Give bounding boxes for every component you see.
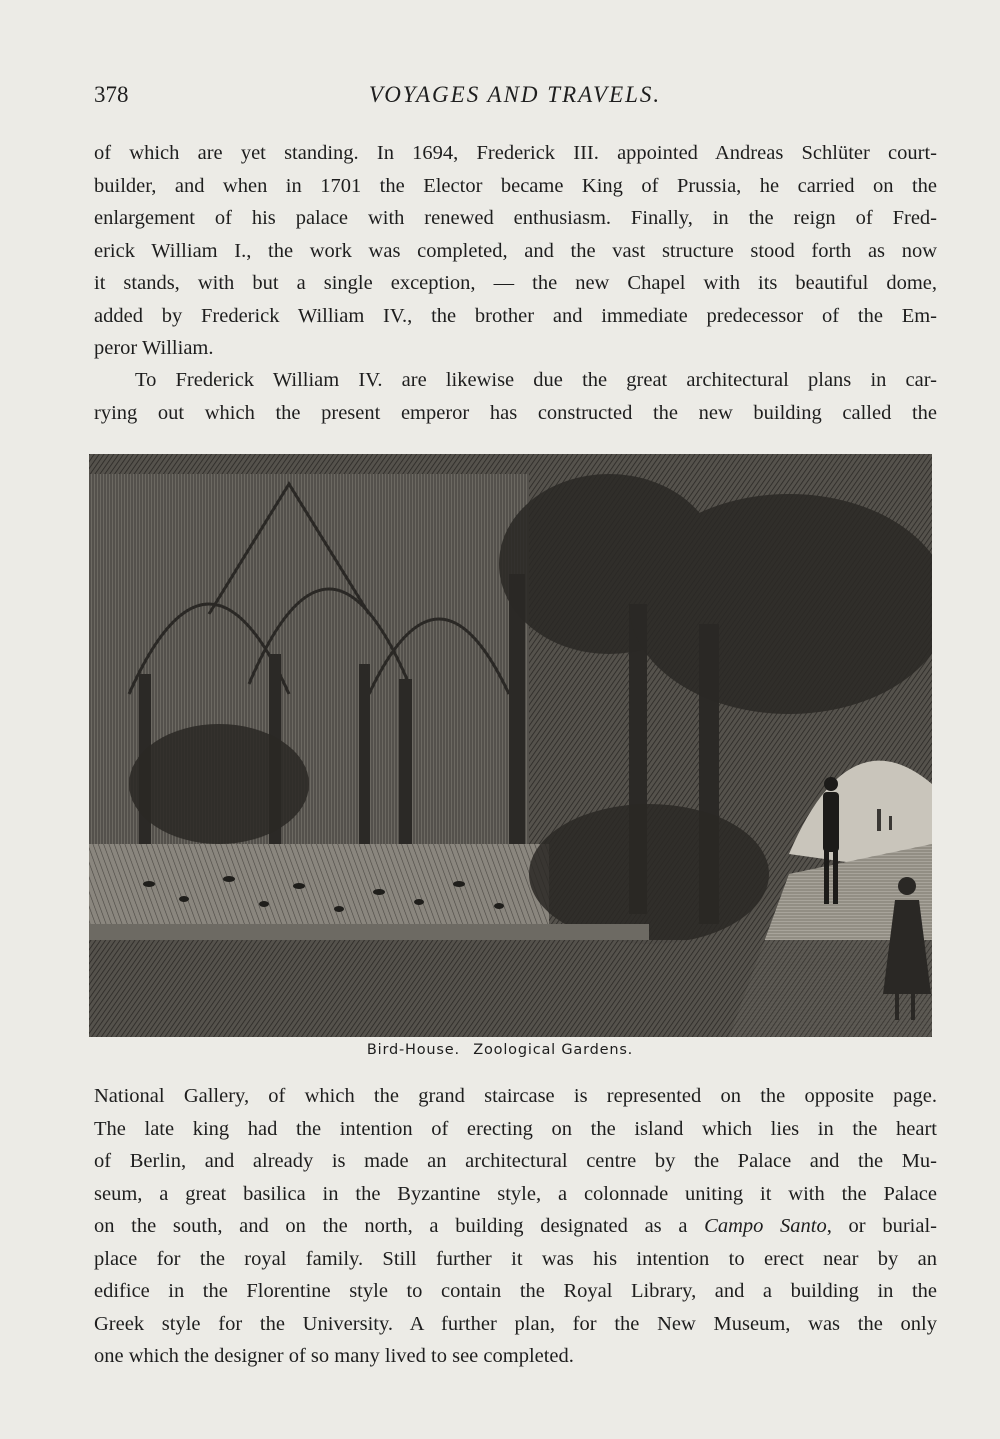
text-segment: on the south, and on the north, a building designated as a bbox=[94, 1215, 705, 1237]
text-line-with-italic bbox=[94, 1210, 937, 1243]
text-line: peror William. bbox=[94, 337, 214, 359]
figure-caption bbox=[0, 1042, 1000, 1058]
text-line: builder, and when in 1701 the Elector became King of Prussia, he carried on the bbox=[94, 174, 937, 197]
text-line: The late king had the intention of erecting on the island which lies in the heart bbox=[94, 1117, 937, 1140]
italic-phrase: Campo Santo bbox=[704, 1215, 827, 1237]
text-line: it stands, with but a single exception, — the new Chapel with its beautiful dome, bbox=[94, 272, 937, 294]
text-line: edifice in the Florentine style to contain the Royal Library, and a building in the bbox=[94, 1280, 937, 1302]
caption-location: Zoological Gardens. bbox=[473, 1042, 634, 1058]
text-line: added by Frederick William IV., the brother and immediate predecessor of the Em- bbox=[94, 304, 937, 327]
text-line: one which the designer of so many lived to see completed. bbox=[94, 1345, 574, 1367]
running-title: VOYAGES AND TRAVELS. bbox=[368, 82, 662, 107]
text-segment: , or burial- bbox=[826, 1215, 937, 1237]
paragraph-1 bbox=[94, 137, 937, 365]
paragraph-3 bbox=[94, 1080, 937, 1373]
text-line: Greek style for the University. A further plan, for the New Museum, was the only bbox=[94, 1312, 937, 1335]
text-line: seum, a great basilica in the Byzantine style, a colonnade uniting it with the Palace bbox=[94, 1182, 937, 1205]
text-line: rying out which the present emperor has constructed the new building called the bbox=[94, 401, 937, 424]
text-line: To Frederick William IV. are likewise due the great architectural plans in car- bbox=[135, 369, 937, 391]
text-line: place for the royal family. Still further it was his intention to erect near by an bbox=[94, 1247, 937, 1270]
page-header bbox=[94, 82, 936, 118]
engraving-illustration bbox=[89, 454, 932, 1037]
paragraph-2 bbox=[94, 364, 937, 429]
text-line: enlargement of his palace with renewed enthusiasm. Finally, in the reign of Fred- bbox=[94, 207, 937, 229]
text-line: of Berlin, and already is made an architectural centre by the Palace and the Mu- bbox=[94, 1150, 937, 1172]
text-line: erick William I., the work was completed, and the vast structure stood forth as now bbox=[94, 239, 937, 262]
text-line: National Gallery, of which the grand staircase is represented on the opposite page. bbox=[94, 1085, 937, 1107]
caption-subject: Bird-House. bbox=[366, 1042, 460, 1058]
page-number: 378 bbox=[94, 82, 129, 107]
text-line: of which are yet standing. In 1694, Frederick III. appointed Andreas Schlüter court- bbox=[94, 142, 937, 164]
engraving-bird-house bbox=[89, 454, 932, 1037]
